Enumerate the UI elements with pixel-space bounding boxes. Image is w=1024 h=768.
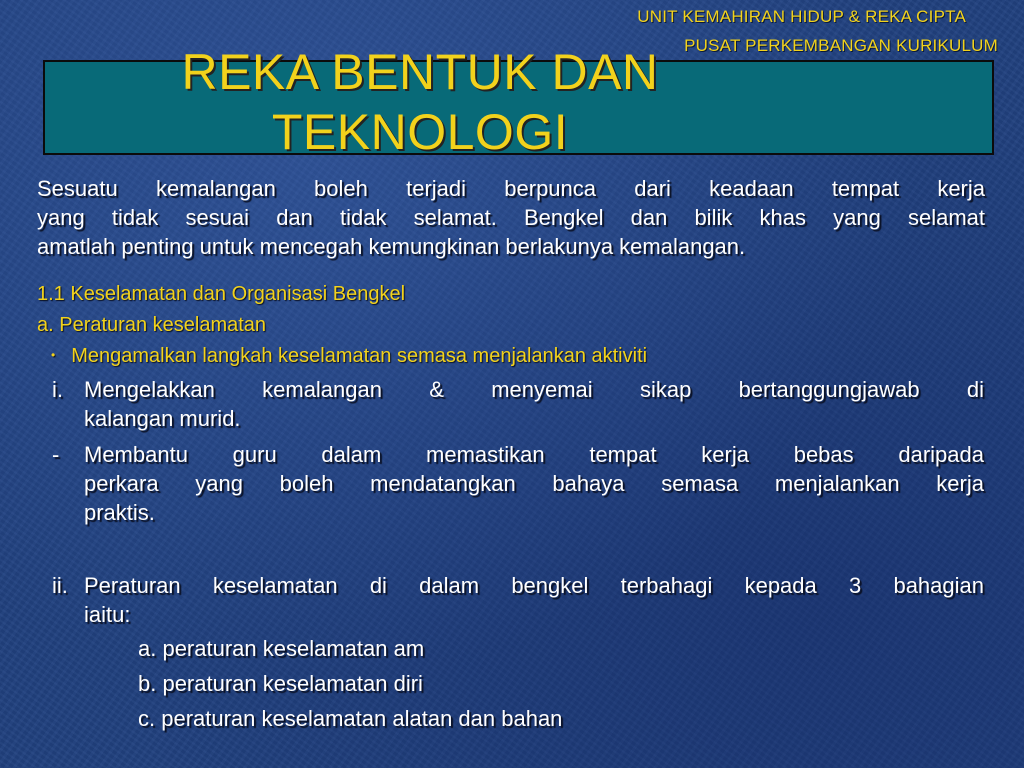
- sub-item-c: c. peraturan keselamatan alatan dan bahan: [138, 706, 563, 731]
- sub-item-b: b. peraturan keselamatan diri: [138, 671, 423, 696]
- bullet-item: [37, 344, 647, 370]
- list-text-line: kalangan murid.: [84, 406, 241, 431]
- list-item-dash: [52, 440, 984, 527]
- slide-title-line-1: REKA BENTUK DAN: [181, 44, 659, 100]
- list-text-line: perkara yang boleh mendatangkan bahaya semasa menjalankan kerja: [84, 471, 984, 496]
- header-unit-name: UNIT KEMAHIRAN HIDUP & REKA CIPTA: [637, 7, 966, 26]
- list-text-line: praktis.: [84, 500, 155, 525]
- list-text-line: Mengelakkan kemalangan & menyemai sikap bertanggungjawab di: [84, 377, 984, 402]
- list-item-i: [52, 375, 984, 433]
- list-text: [84, 375, 984, 433]
- header-centre-name: PUSAT PERKEMBANGAN KURIKULUM: [684, 36, 998, 55]
- bullet-icon: •: [51, 348, 56, 362]
- intro-line-3: amatlah penting untuk mencegah kemungkinan berlakunya kemalangan.: [37, 234, 746, 259]
- section-heading: 1.1 Keselamatan dan Organisasi Bengkel: [37, 283, 406, 305]
- list-text-line: iaitu:: [84, 602, 131, 627]
- section-subheading: a. Peraturan keselamatan: [37, 314, 267, 336]
- list-text-line: Membantu guru dalam memastikan tempat kerja bebas daripada: [84, 442, 984, 467]
- slide-title-line-2: TEKNOLOGI: [271, 104, 569, 160]
- list-text: [84, 571, 984, 629]
- list-marker: -: [52, 442, 60, 467]
- sub-item-a: a. peraturan keselamatan am: [138, 636, 425, 661]
- intro-paragraph: [37, 174, 985, 261]
- intro-line-1: Sesuatu kemalangan boleh terjadi berpunca dari keadaan tempat kerja: [37, 176, 985, 201]
- list-item-ii: [52, 571, 984, 629]
- list-text-line: Peraturan keselamatan di dalam bengkel terbahagi kepada 3 bahagian: [84, 573, 984, 598]
- list-marker: i.: [52, 377, 63, 402]
- slide-title: [120, 42, 720, 162]
- list-text: [84, 440, 984, 527]
- list-marker: ii.: [52, 573, 68, 598]
- bullet-text: Mengamalkan langkah keselamatan semasa menjalankan aktiviti: [71, 345, 648, 367]
- intro-line-2: yang tidak sesuai dan tidak selamat. Bengkel dan bilik khas yang selamat: [37, 205, 985, 230]
